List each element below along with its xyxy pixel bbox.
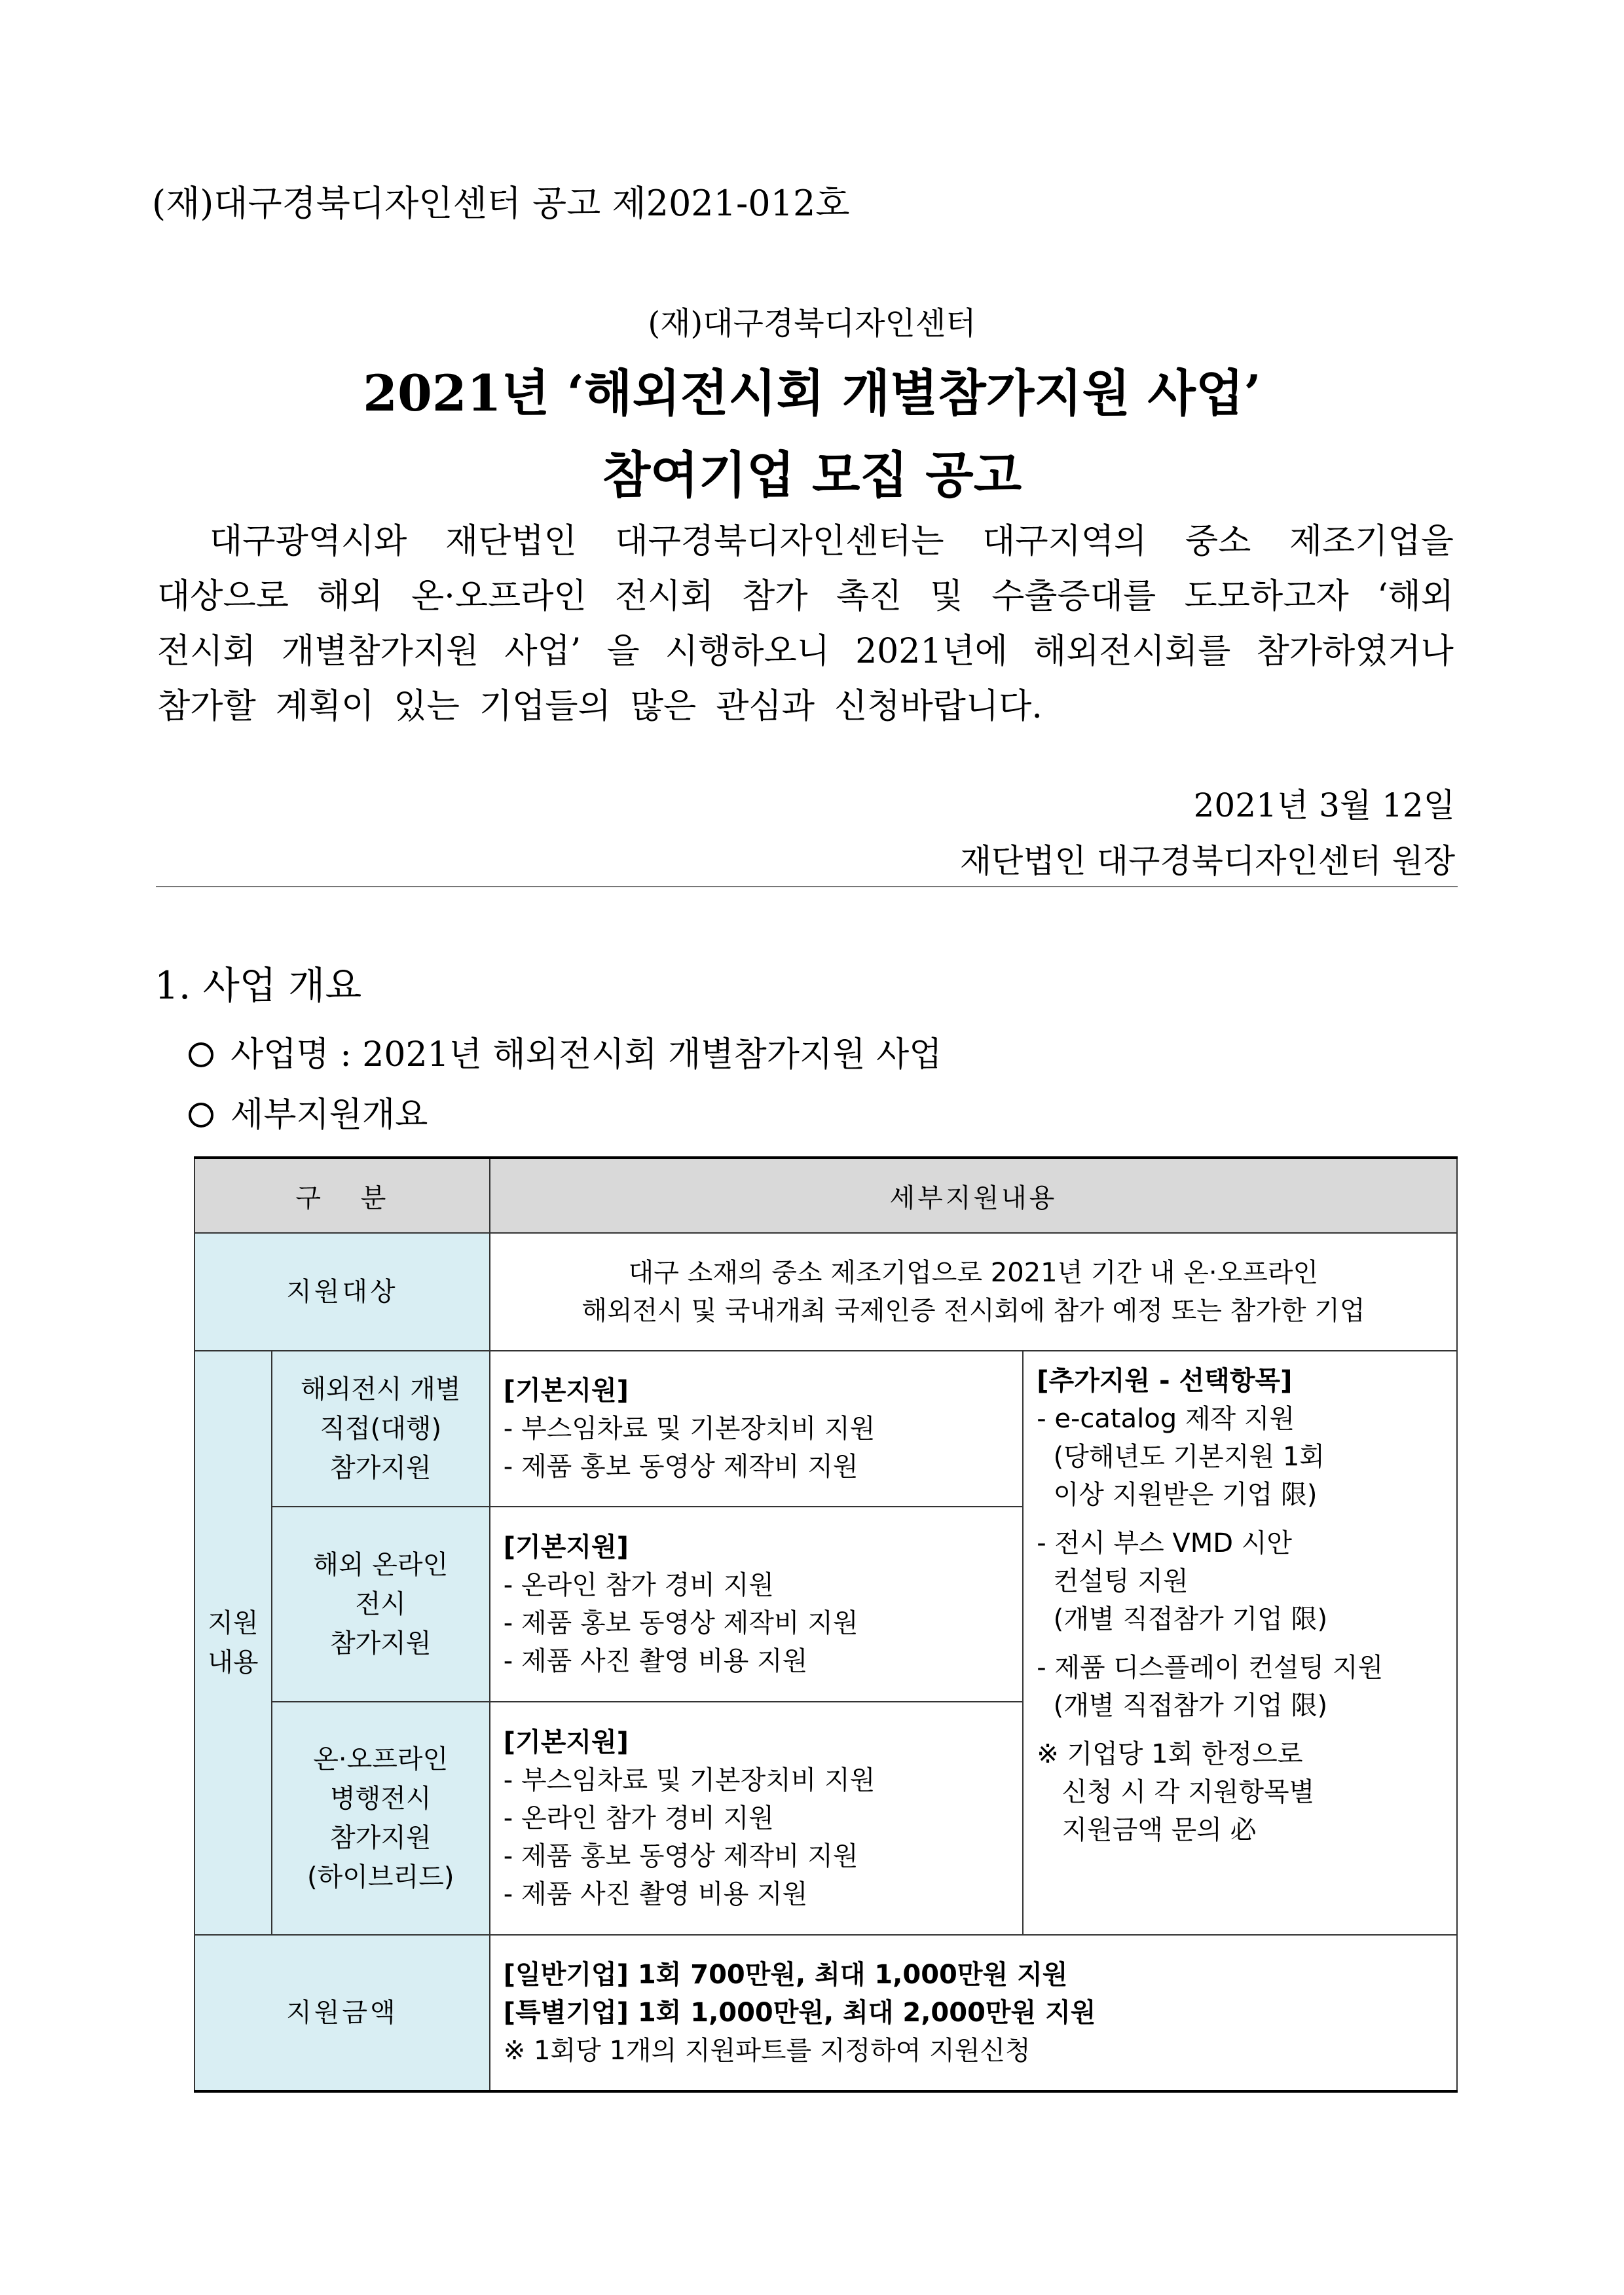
signature: 재단법인 대구경북디자인센터 원장 <box>959 842 1455 880</box>
table-row-support-1 <box>194 1351 1457 1507</box>
intro-line-2: 대상으로 해외 온·오프라인 전시회 참가 촉진 및 수출증대를 도모하고자 ‘해외 <box>157 577 1454 616</box>
row3-label: 온·오프라인 병행전시 참가지원 (하이브리드) <box>272 1702 490 1935</box>
notice-date: 2021년 3월 12일 <box>1193 786 1455 824</box>
row1-content: [기본지원] - 부스임차료 및 기본장치비 지원 - 제품 홍보 동영상 제작비 지원 <box>490 1351 1023 1507</box>
row3-content: [기본지원] - 부스임차료 및 기본장치비 지원 - 온라인 참가 경비 지원 - 제품 홍보 동영상 제작비 지원 - 제품 사진 촬영 비용 지원 <box>490 1702 1023 1935</box>
header-category: 구 분 <box>194 1158 490 1233</box>
document-title-line2: 참여기업 모집 공고 <box>602 446 1022 504</box>
extra-support: [추가지원 - 선택항목] - e-catalog 제작 지원 (당해년도 기본지원 1회 이상 지원받은 기업 限) - 전시 부스 VMD 시안 컨설팅 지원 (개별 직접참가 기업 限) - 제품 디스플레이 컨설팅 지원 (개별 직접참가 기업 限) ※ 기업당 1회 한정으로 신청 시 각 지원항목별 지원금액 문의 必 <box>1023 1351 1457 1935</box>
document-title-line1: 2021년 ‘해외전시회 개별참가지원 사업’ <box>363 364 1261 422</box>
notice-number: (재)대구경북디자인센터 공고 제2021-012호 <box>152 183 850 224</box>
bullet-project-name: 사업명 : 2021년 해외전시회 개별참가지원 사업 <box>189 1027 942 1076</box>
amount-content: [일반기업] 1회 700만원, 최대 1,000만원 지원 [특별기업] 1회 1,000만원, 최대 2,000만원 지원 ※ 1회당 1개의 지원파트를 지정하여 지원신청 <box>490 1935 1457 2091</box>
target-text: 대구 소재의 중소 제조기업으로 2021년 기간 내 온·오프라인 해외전시 및 국내개최 국제인증 전시회에 참가 예정 또는 참가한 기업 <box>490 1233 1457 1351</box>
support-label: 지원 내용 <box>194 1351 272 1935</box>
divider <box>156 886 1458 887</box>
intro-line-1: 대구광역시와 재단법인 대구경북디자인센터는 대구지역의 중소 제조기업을 <box>210 522 1454 561</box>
table-header-row <box>194 1158 1457 1233</box>
organization-name: (재)대구경북디자인센터 <box>648 305 976 342</box>
circle-bullet-icon <box>189 1042 213 1067</box>
row2-label: 해외 온라인 전시 참가지원 <box>272 1507 490 1702</box>
target-label: 지원대상 <box>194 1233 490 1351</box>
circle-bullet-icon <box>189 1103 213 1128</box>
intro-paragraph <box>157 514 1454 734</box>
intro-line-3: 전시회 개별참가지원 사업’ 을 시행하오니 2021년에 해외전시회를 참가하였거나 <box>157 632 1454 671</box>
table-row-amount <box>194 1935 1457 2091</box>
intro-line-4: 참가할 계획이 있는 기업들의 많은 관심과 신청바랍니다. <box>157 687 1043 726</box>
row2-content: [기본지원] - 온라인 참가 경비 지원 - 제품 홍보 동영상 제작비 지원 - 제품 사진 촬영 비용 지원 <box>490 1507 1023 1702</box>
bullet-support-overview: 세부지원개요 <box>189 1087 428 1136</box>
section-title: 1. 사업 개요 <box>155 963 362 1008</box>
row1-label: 해외전시 개별 직접(대행) 참가지원 <box>272 1351 490 1507</box>
support-table <box>194 1156 1458 2093</box>
table-row-target <box>194 1233 1457 1351</box>
header-content: 세부지원내용 <box>490 1158 1457 1233</box>
amount-label: 지원금액 <box>194 1935 490 2091</box>
